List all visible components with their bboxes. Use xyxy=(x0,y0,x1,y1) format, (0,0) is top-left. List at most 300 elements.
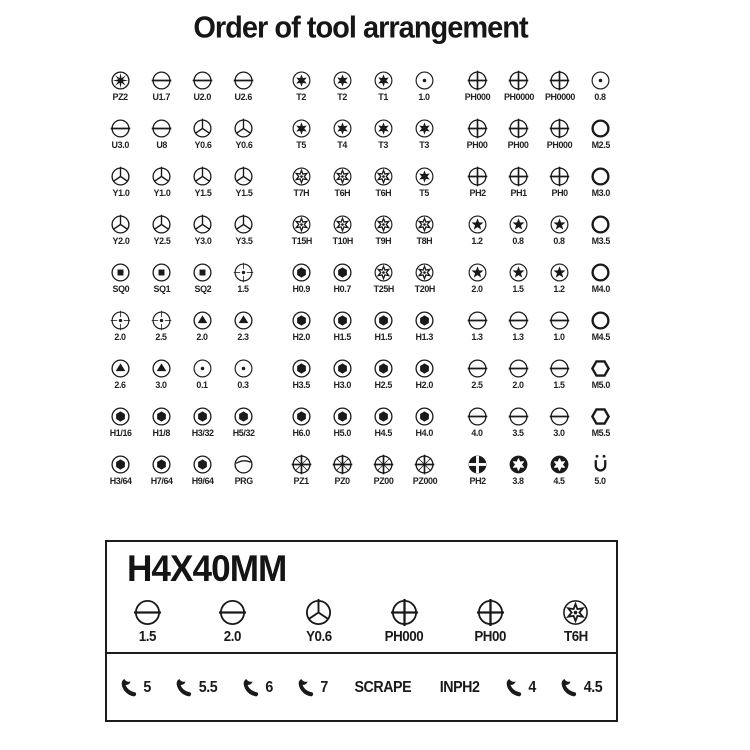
bit-2.0 xyxy=(182,306,223,354)
bit-t7h xyxy=(281,162,322,210)
bit-ph00 xyxy=(457,114,498,162)
triangle-icon xyxy=(192,310,213,331)
hexfill-icon xyxy=(110,454,131,475)
bit-ph1 xyxy=(498,162,539,210)
slot-label: Y0.6 xyxy=(305,629,332,645)
bit-label: U8 xyxy=(156,140,167,151)
bit-5.0 xyxy=(580,450,621,498)
slot-icon xyxy=(467,310,488,331)
hexfill-icon xyxy=(373,358,394,379)
bit-h3.5 xyxy=(281,354,322,402)
hexfill-icon xyxy=(291,406,312,427)
bit-0.3 xyxy=(223,354,264,402)
bit-label: PH00 xyxy=(467,140,488,151)
bit-label: H3.0 xyxy=(333,380,352,391)
bit-t10h xyxy=(322,210,363,258)
bit-h4.5 xyxy=(363,402,404,450)
dot-icon xyxy=(233,358,254,379)
tool-label: 7 xyxy=(320,679,328,696)
bit-label: Y1.0 xyxy=(153,188,170,199)
bit-t3 xyxy=(404,114,445,162)
bit-3.0 xyxy=(141,354,182,402)
bit-ph00 xyxy=(464,598,516,645)
bit-label: Y3.5 xyxy=(235,236,252,247)
crosshair-icon xyxy=(151,310,172,331)
torx-icon xyxy=(373,118,394,139)
bit-t20h xyxy=(404,258,445,306)
torx-icon xyxy=(332,118,353,139)
slot-icon xyxy=(549,406,570,427)
torx-hole-icon xyxy=(332,214,353,235)
tool-label: 4 xyxy=(528,679,536,696)
bit-label: 0.1 xyxy=(196,380,209,391)
bit-t6h xyxy=(550,598,602,645)
phillips-icon xyxy=(549,166,570,187)
bit-label: 1.5 xyxy=(553,380,566,391)
bit-label: T15H xyxy=(291,236,312,247)
bit-pz0 xyxy=(322,450,363,498)
bit-h5.0 xyxy=(322,402,363,450)
bit-label: 5.0 xyxy=(594,476,607,487)
slot-icon xyxy=(218,598,247,627)
slot-label: PH00 xyxy=(474,629,506,645)
bit-label: 2.5 xyxy=(155,332,168,343)
phillips-icon xyxy=(390,598,419,627)
hexfill-icon xyxy=(373,406,394,427)
bit-label: H3/64 xyxy=(109,476,132,487)
page-title: Order of tool arrangement xyxy=(193,11,528,45)
phillips-icon xyxy=(508,118,529,139)
bit-3.0 xyxy=(539,402,580,450)
triwing-icon xyxy=(304,598,333,627)
bit-h2.0 xyxy=(404,354,445,402)
phillips-icon xyxy=(508,166,529,187)
dot-icon xyxy=(590,70,611,91)
bit-label: SQ2 xyxy=(194,284,211,295)
hexfill-icon xyxy=(291,358,312,379)
torx-hole-icon xyxy=(373,214,394,235)
pozidriv-icon xyxy=(291,454,312,475)
bit-label: T5 xyxy=(419,188,430,199)
triwing-icon xyxy=(233,118,254,139)
bit-0.8 xyxy=(498,210,539,258)
bit-m5.5 xyxy=(580,402,621,450)
bit-label: 1.5 xyxy=(512,284,525,295)
bit-label: 1.3 xyxy=(471,332,484,343)
bit-t4 xyxy=(322,114,363,162)
tool-label: SCRAPE xyxy=(354,679,412,696)
phillips-icon xyxy=(508,70,529,91)
bit-label: U2.0 xyxy=(193,92,212,103)
bit-2.5 xyxy=(457,354,498,402)
bit-0.8 xyxy=(580,66,621,114)
bit-y2.5 xyxy=(141,210,182,258)
torx-hole-icon xyxy=(332,166,353,187)
slot-icon xyxy=(508,406,529,427)
bit-label: H7/64 xyxy=(150,476,173,487)
bit-h5-32 xyxy=(223,402,264,450)
bit-m4.0 xyxy=(580,258,621,306)
bit-1.3 xyxy=(457,306,498,354)
tool-4.5 xyxy=(560,678,603,698)
bit-y3.5 xyxy=(223,210,264,258)
bit-t25h xyxy=(363,258,404,306)
triangle-icon xyxy=(151,358,172,379)
bit-y0.6 xyxy=(223,114,264,162)
bit-label: Y3.0 xyxy=(194,236,211,247)
tool-label: INPH2 xyxy=(439,679,480,696)
bit-ph2 xyxy=(457,162,498,210)
dot-icon xyxy=(414,70,435,91)
bit-1.5 xyxy=(498,258,539,306)
tool-label: 6 xyxy=(265,679,273,696)
bit-t2 xyxy=(322,66,363,114)
bit-pz1 xyxy=(281,450,322,498)
torx-icon xyxy=(414,166,435,187)
bit-label: PZ1 xyxy=(293,476,310,487)
phillips-icon xyxy=(549,70,570,91)
bit-label: 1.0 xyxy=(553,332,566,343)
bit-3.8 xyxy=(498,450,539,498)
bit-label: H2.0 xyxy=(292,332,311,343)
phillips-icon xyxy=(549,118,570,139)
bit-2.3 xyxy=(223,306,264,354)
wrench-icon xyxy=(242,678,262,698)
bit-1.2 xyxy=(539,258,580,306)
slot-icon xyxy=(467,406,488,427)
hexfill-icon xyxy=(414,310,435,331)
bit-m3.5 xyxy=(580,210,621,258)
bit-h1.5 xyxy=(363,306,404,354)
bit-label: PH2 xyxy=(469,188,486,199)
bit-label: Y0.6 xyxy=(235,140,252,151)
square-icon xyxy=(110,262,131,283)
bit-sq0 xyxy=(100,258,141,306)
circle-icon xyxy=(590,214,611,235)
slot-icon xyxy=(549,310,570,331)
bit-u2.6 xyxy=(223,66,264,114)
bit-label: 2.5 xyxy=(471,380,484,391)
bit-0.8 xyxy=(539,210,580,258)
bit-label: SQ1 xyxy=(153,284,170,295)
bit-label: T6H xyxy=(334,188,351,199)
bit-t5 xyxy=(281,114,322,162)
bit-label: 3.5 xyxy=(512,428,525,439)
bit-label: PH0000 xyxy=(544,92,575,103)
bit-label: H2.0 xyxy=(415,380,434,391)
pozidriv-icon xyxy=(332,454,353,475)
slot-icon xyxy=(151,118,172,139)
bit-m3.0 xyxy=(580,162,621,210)
bit-t8h xyxy=(404,210,445,258)
pozidriv-icon xyxy=(414,454,435,475)
bit-t3 xyxy=(363,114,404,162)
hexfill-icon xyxy=(332,406,353,427)
hexfill-icon xyxy=(332,358,353,379)
bit-label: T2 xyxy=(296,92,307,103)
bit-ph0000 xyxy=(539,66,580,114)
bit-t5 xyxy=(404,162,445,210)
bit-y3.0 xyxy=(182,210,223,258)
bit-y1.5 xyxy=(223,162,264,210)
wrench-icon xyxy=(175,678,195,698)
bit-sq1 xyxy=(141,258,182,306)
bit-label: Y2.0 xyxy=(112,236,129,247)
bit-label: Y1.5 xyxy=(194,188,211,199)
hexfill-icon xyxy=(332,310,353,331)
tool-text-scrape xyxy=(352,679,414,697)
bit-label: 2.0 xyxy=(114,332,127,343)
bit-label: M3.0 xyxy=(591,188,610,199)
bit-label: M5.0 xyxy=(591,380,610,391)
slot-label: 1.5 xyxy=(138,629,156,645)
bit-label: 0.8 xyxy=(512,236,525,247)
bit-label: H4.0 xyxy=(415,428,434,439)
bit-label: T1 xyxy=(378,92,389,103)
bit-ph000 xyxy=(539,114,580,162)
bit-y2.0 xyxy=(100,210,141,258)
bit-h2.5 xyxy=(363,354,404,402)
bit-label: T8H xyxy=(416,236,433,247)
bit-label: H9/64 xyxy=(191,476,214,487)
bit-label: H1/16 xyxy=(109,428,132,439)
bit-1.3 xyxy=(498,306,539,354)
hexfill-icon xyxy=(110,406,131,427)
bit-label: U2.6 xyxy=(234,92,253,103)
torx-hole-icon xyxy=(414,262,435,283)
torx-icon xyxy=(332,70,353,91)
ufork-icon xyxy=(590,454,611,475)
bit-1.2 xyxy=(457,210,498,258)
bit-label: 0.8 xyxy=(594,92,607,103)
security-icon xyxy=(508,454,529,475)
bit-2.6 xyxy=(100,354,141,402)
bit-label: H5/32 xyxy=(232,428,255,439)
bit-label: 2.0 xyxy=(512,380,525,391)
bit-label: T2 xyxy=(337,92,348,103)
bit-label: T6H xyxy=(375,188,392,199)
bit-0.1 xyxy=(182,354,223,402)
bit-label: M3.5 xyxy=(591,236,610,247)
bit-label: 1.2 xyxy=(553,284,566,295)
bit-t2 xyxy=(281,66,322,114)
bit-label: H3/32 xyxy=(191,428,214,439)
hexfill-icon xyxy=(233,406,254,427)
triwing-icon xyxy=(192,214,213,235)
bit-h3-64 xyxy=(100,450,141,498)
bit-label: 4.0 xyxy=(471,428,484,439)
bit-label: Y0.6 xyxy=(194,140,211,151)
bit-label: 1.5 xyxy=(237,284,250,295)
star5-icon xyxy=(467,214,488,235)
triwing-icon xyxy=(233,214,254,235)
ph-solid-icon xyxy=(467,454,488,475)
bit-y1.0 xyxy=(100,162,141,210)
bit-ph0 xyxy=(539,162,580,210)
hexfill-icon xyxy=(332,262,353,283)
holder-title: H4X40MM xyxy=(127,548,287,589)
bit-label: PH0000 xyxy=(503,92,534,103)
torx-hole-icon xyxy=(561,598,590,627)
bit-label: H6.0 xyxy=(292,428,311,439)
tool-label: 5 xyxy=(143,679,151,696)
slot-label: T6H xyxy=(564,629,588,645)
slot-label: PH000 xyxy=(385,629,424,645)
bit-label: 1.2 xyxy=(471,236,484,247)
bit-label: Y1.5 xyxy=(235,188,252,199)
bit-label: T7H xyxy=(293,188,310,199)
bit-label: H4.5 xyxy=(374,428,393,439)
slot-icon xyxy=(151,70,172,91)
bit-label: 2.3 xyxy=(237,332,250,343)
wrench-icon xyxy=(505,678,525,698)
prg-icon xyxy=(233,454,254,475)
hexagon-icon xyxy=(590,406,611,427)
slot-icon xyxy=(508,310,529,331)
hexfill-icon xyxy=(373,310,394,331)
bit-1.5 xyxy=(223,258,264,306)
bit-h0.7 xyxy=(322,258,363,306)
slot-icon xyxy=(508,358,529,379)
slot-icon xyxy=(133,598,162,627)
triwing-icon xyxy=(192,118,213,139)
bit-y1.0 xyxy=(141,162,182,210)
bit-label: H1/8 xyxy=(152,428,171,439)
wrench-icon xyxy=(560,678,580,698)
holder-tool-row xyxy=(120,654,603,722)
bit-h1.3 xyxy=(404,306,445,354)
bit-2.0 xyxy=(100,306,141,354)
star5-icon xyxy=(467,262,488,283)
bit-h6.0 xyxy=(281,402,322,450)
bit-label: PH2 xyxy=(469,476,486,487)
slot-icon xyxy=(192,70,213,91)
bit-y0.6 xyxy=(182,114,223,162)
security-icon xyxy=(549,454,570,475)
tool-5 xyxy=(120,678,151,698)
bit-label: H0.7 xyxy=(333,284,352,295)
star5-icon xyxy=(549,262,570,283)
hexfill-icon xyxy=(291,310,312,331)
bit-4.0 xyxy=(457,402,498,450)
bit-label: PRG xyxy=(234,476,253,487)
slot-label: 2.0 xyxy=(224,629,242,645)
slot-icon xyxy=(233,70,254,91)
star5-icon xyxy=(508,214,529,235)
bit-label: M4.5 xyxy=(591,332,610,343)
triwing-icon xyxy=(151,166,172,187)
bit-h1-8 xyxy=(141,402,182,450)
bit-label: T25H xyxy=(373,284,394,295)
triwing-icon xyxy=(110,214,131,235)
bit-m5.0 xyxy=(580,354,621,402)
torx-hole-icon xyxy=(373,262,394,283)
bit-label: H1.5 xyxy=(374,332,393,343)
bit-h3.0 xyxy=(322,354,363,402)
dot-icon xyxy=(192,358,213,379)
bit-ph2 xyxy=(457,450,498,498)
bit-label: 2.0 xyxy=(471,284,484,295)
crosshair-icon xyxy=(110,310,131,331)
bit-label: T3 xyxy=(378,140,389,151)
phillips-icon xyxy=(467,118,488,139)
torx-hole-icon xyxy=(291,166,312,187)
bit-ph0000 xyxy=(498,66,539,114)
circle-icon xyxy=(590,310,611,331)
bit-label: 1.3 xyxy=(512,332,525,343)
tool-4 xyxy=(505,678,536,698)
triwing-icon xyxy=(233,166,254,187)
bit-1.5 xyxy=(539,354,580,402)
bit-1.5 xyxy=(121,598,173,645)
bit-label: M4.0 xyxy=(591,284,610,295)
bit-label: PH1 xyxy=(510,188,527,199)
phillips-icon xyxy=(467,70,488,91)
star5-icon xyxy=(549,214,570,235)
hexfill-icon xyxy=(151,454,172,475)
torx-hole-icon xyxy=(414,214,435,235)
triwing-icon xyxy=(192,166,213,187)
bit-label: 3.0 xyxy=(553,428,566,439)
hexfill-icon xyxy=(291,262,312,283)
bit-label: H0.9 xyxy=(292,284,311,295)
torx-hole-icon xyxy=(373,166,394,187)
torx-hole-icon xyxy=(291,214,312,235)
torx-icon xyxy=(373,70,394,91)
tool-5.5 xyxy=(175,678,218,698)
bit-2.0 xyxy=(457,258,498,306)
bit-pz000 xyxy=(404,450,445,498)
bit-label: PH000 xyxy=(464,92,491,103)
bit-label: PZ00 xyxy=(373,476,394,487)
bit-label: T20H xyxy=(414,284,435,295)
pozidriv-icon xyxy=(373,454,394,475)
bit-t6h xyxy=(363,162,404,210)
bit-label: 3.8 xyxy=(512,476,525,487)
bit-1.0 xyxy=(404,66,445,114)
triwing-icon xyxy=(151,214,172,235)
hexfill-icon xyxy=(192,454,213,475)
bit-h7-64 xyxy=(141,450,182,498)
bit-label: Y2.5 xyxy=(153,236,170,247)
slot-icon xyxy=(549,358,570,379)
bit-label: 0.3 xyxy=(237,380,250,391)
bit-u2.0 xyxy=(182,66,223,114)
triwing-icon xyxy=(110,166,131,187)
triangle-icon xyxy=(233,310,254,331)
bit-m4.5 xyxy=(580,306,621,354)
bit-label: U3.0 xyxy=(111,140,130,151)
bit-h9-64 xyxy=(182,450,223,498)
bit-y1.5 xyxy=(182,162,223,210)
bit-ph000 xyxy=(457,66,498,114)
bit-label: SQ0 xyxy=(112,284,129,295)
tool-label: 5.5 xyxy=(198,679,218,696)
bit-h0.9 xyxy=(281,258,322,306)
holder-slot-row xyxy=(121,598,602,645)
bit-2.0 xyxy=(207,598,259,645)
tool-7 xyxy=(297,678,328,698)
bit-h1-16 xyxy=(100,402,141,450)
hexfill-icon xyxy=(192,406,213,427)
bit-ph00 xyxy=(498,114,539,162)
triangle-icon xyxy=(110,358,131,379)
bit-label: 0.8 xyxy=(553,236,566,247)
bit-sq2 xyxy=(182,258,223,306)
bit-label: U1.7 xyxy=(152,92,171,103)
bit-label: 2.0 xyxy=(196,332,209,343)
bit-h2.0 xyxy=(281,306,322,354)
